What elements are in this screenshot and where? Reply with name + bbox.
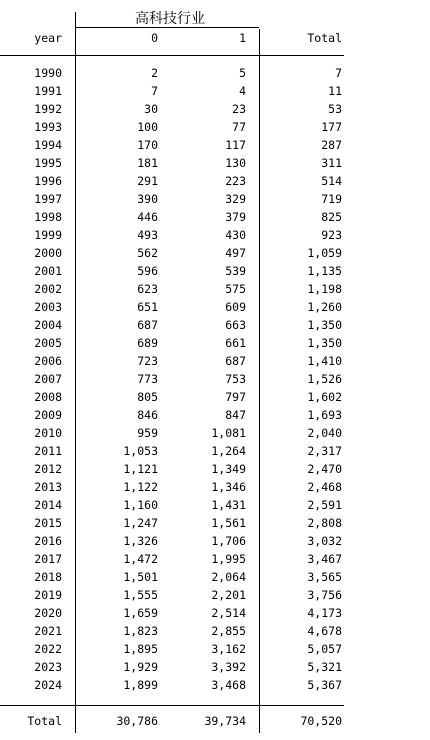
row-col-1: 2,064 [211,570,246,584]
table-row [0,496,430,514]
table-row [0,190,430,208]
table-row [0,478,430,496]
row-col-0: 1,160 [123,498,158,512]
row-year: 2001 [34,264,62,278]
row-col-1: 77 [232,120,246,134]
totals-total: 70,520 [300,714,342,728]
table-row [0,622,430,640]
row-col-1: 3,468 [211,678,246,692]
row-total: 3,467 [307,552,342,566]
row-total: 1,410 [307,354,342,368]
row-total: 5,321 [307,660,342,674]
row-col-0: 1,326 [123,534,158,548]
row-col-0: 596 [137,264,158,278]
table-row [0,244,430,262]
row-col-1: 1,431 [211,498,246,512]
row-col-1: 1,346 [211,480,246,494]
row-year: 2002 [34,282,62,296]
row-total: 2,470 [307,462,342,476]
table-row [0,406,430,424]
row-col-1: 23 [232,102,246,116]
row-total: 1,260 [307,300,342,314]
table-row [0,208,430,226]
row-col-1: 497 [225,246,246,260]
row-col-0: 1,895 [123,642,158,656]
row-col-0: 687 [137,318,158,332]
row-year: 1993 [34,120,62,134]
row-col-1: 117 [225,138,246,152]
row-total: 5,057 [307,642,342,656]
row-year: 2012 [34,462,62,476]
table-row [0,280,430,298]
row-col-1: 130 [225,156,246,170]
row-col-0: 1,899 [123,678,158,692]
row-year: 2005 [34,336,62,350]
table-row [0,604,430,622]
totals-col-1: 39,734 [204,714,246,728]
table-row [0,82,430,100]
table-row [0,514,430,532]
row-total: 4,173 [307,606,342,620]
table-row [0,388,430,406]
row-year: 2015 [34,516,62,530]
row-year: 1996 [34,174,62,188]
row-total: 3,565 [307,570,342,584]
row-total: 2,040 [307,426,342,440]
table-row [0,658,430,676]
row-col-0: 1,823 [123,624,158,638]
row-year: 2023 [34,660,62,674]
row-col-1: 575 [225,282,246,296]
row-year: 2013 [34,480,62,494]
table-row [0,154,430,172]
row-col-1: 539 [225,264,246,278]
row-col-1: 5 [239,66,246,80]
table-row [0,298,430,316]
row-year: 2006 [34,354,62,368]
row-total: 2,468 [307,480,342,494]
row-year: 2000 [34,246,62,260]
table-row [0,334,430,352]
row-col-0: 1,472 [123,552,158,566]
row-col-0: 959 [137,426,158,440]
row-col-0: 1,555 [123,588,158,602]
row-col-0: 7 [151,84,158,98]
row-total: 5,367 [307,678,342,692]
row-col-1: 661 [225,336,246,350]
table-row [0,352,430,370]
table-row [0,676,430,694]
row-total: 4,678 [307,624,342,638]
row-year: 2024 [34,678,62,692]
row-col-0: 1,501 [123,570,158,584]
row-col-0: 181 [137,156,158,170]
header-total: Total [307,31,342,45]
table-row [0,226,430,244]
row-total: 177 [321,120,342,134]
table-row [0,370,430,388]
totals-row [0,712,430,730]
row-total: 514 [321,174,342,188]
row-col-1: 797 [225,390,246,404]
row-year: 1990 [34,66,62,80]
row-year: 2017 [34,552,62,566]
row-total: 1,135 [307,264,342,278]
row-total: 3,756 [307,588,342,602]
table-row [0,460,430,478]
row-col-0: 689 [137,336,158,350]
row-year: 2011 [34,444,62,458]
row-col-0: 1,053 [123,444,158,458]
row-col-1: 329 [225,192,246,206]
row-total: 1,602 [307,390,342,404]
row-col-1: 379 [225,210,246,224]
row-total: 287 [321,138,342,152]
row-year: 1994 [34,138,62,152]
row-total: 1,526 [307,372,342,386]
row-year: 1999 [34,228,62,242]
row-col-0: 1,121 [123,462,158,476]
row-year: 2010 [34,426,62,440]
row-year: 2004 [34,318,62,332]
row-col-0: 651 [137,300,158,314]
row-total: 719 [321,192,342,206]
totals-label: Total [27,714,62,728]
table-row [0,262,430,280]
row-col-1: 753 [225,372,246,386]
row-year: 2003 [34,300,62,314]
row-total: 1,693 [307,408,342,422]
table-row [0,64,430,82]
row-year: 1995 [34,156,62,170]
row-col-0: 1,929 [123,660,158,674]
row-col-1: 430 [225,228,246,242]
row-col-1: 3,162 [211,642,246,656]
row-col-1: 1,561 [211,516,246,530]
row-col-0: 805 [137,390,158,404]
table-row [0,424,430,442]
row-col-0: 100 [137,120,158,134]
row-total: 2,317 [307,444,342,458]
table-row [0,568,430,586]
group-title-underline [75,27,259,28]
row-year: 2022 [34,642,62,656]
table-row [0,316,430,334]
row-total: 2,591 [307,498,342,512]
row-year: 1991 [34,84,62,98]
row-col-0: 1,659 [123,606,158,620]
row-col-1: 2,855 [211,624,246,638]
header-col-1: 1 [239,31,246,45]
row-col-1: 687 [225,354,246,368]
row-year: 2016 [34,534,62,548]
row-total: 2,808 [307,516,342,530]
row-total: 311 [321,156,342,170]
row-col-1: 1,706 [211,534,246,548]
row-year: 2020 [34,606,62,620]
row-total: 1,198 [307,282,342,296]
row-col-1: 1,264 [211,444,246,458]
row-col-1: 609 [225,300,246,314]
row-col-0: 170 [137,138,158,152]
row-year: 2009 [34,408,62,422]
row-col-1: 1,081 [211,426,246,440]
header-rule [0,55,344,56]
row-year: 2007 [34,372,62,386]
table-row [0,172,430,190]
row-total: 53 [328,102,342,116]
table-row [0,640,430,658]
row-col-1: 2,201 [211,588,246,602]
table-row [0,586,430,604]
row-total: 11 [328,84,342,98]
row-total: 7 [335,66,342,80]
totals-col-0: 30,786 [116,714,158,728]
row-col-1: 2,514 [211,606,246,620]
table-row [0,100,430,118]
header-year: year [34,31,62,45]
row-total: 3,032 [307,534,342,548]
row-col-1: 663 [225,318,246,332]
row-col-0: 446 [137,210,158,224]
row-year: 2014 [34,498,62,512]
row-col-1: 223 [225,174,246,188]
table-row [0,550,430,568]
row-year: 2018 [34,570,62,584]
row-total: 1,350 [307,336,342,350]
row-year: 2021 [34,624,62,638]
row-col-0: 493 [137,228,158,242]
table-row [0,136,430,154]
row-total: 1,059 [307,246,342,260]
row-col-0: 390 [137,192,158,206]
column-group-title: 高科技行业 [135,11,205,27]
row-year: 1992 [34,102,62,116]
table-row [0,442,430,460]
header-col-0: 0 [151,31,158,45]
row-col-0: 846 [137,408,158,422]
row-col-1: 3,392 [211,660,246,674]
row-col-0: 623 [137,282,158,296]
table-row [0,532,430,550]
row-col-0: 1,247 [123,516,158,530]
row-col-1: 1,995 [211,552,246,566]
row-col-0: 773 [137,372,158,386]
row-col-0: 2 [151,66,158,80]
table-row [0,118,430,136]
row-year: 1997 [34,192,62,206]
row-year: 1998 [34,210,62,224]
row-total: 1,350 [307,318,342,332]
row-year: 2019 [34,588,62,602]
row-col-1: 847 [225,408,246,422]
row-col-1: 1,349 [211,462,246,476]
row-total: 825 [321,210,342,224]
row-total: 923 [321,228,342,242]
header-row [0,29,430,47]
row-col-0: 723 [137,354,158,368]
row-col-0: 562 [137,246,158,260]
row-col-0: 291 [137,174,158,188]
totals-rule [0,705,344,706]
row-year: 2008 [34,390,62,404]
row-col-0: 30 [144,102,158,116]
row-col-1: 4 [239,84,246,98]
row-col-0: 1,122 [123,480,158,494]
